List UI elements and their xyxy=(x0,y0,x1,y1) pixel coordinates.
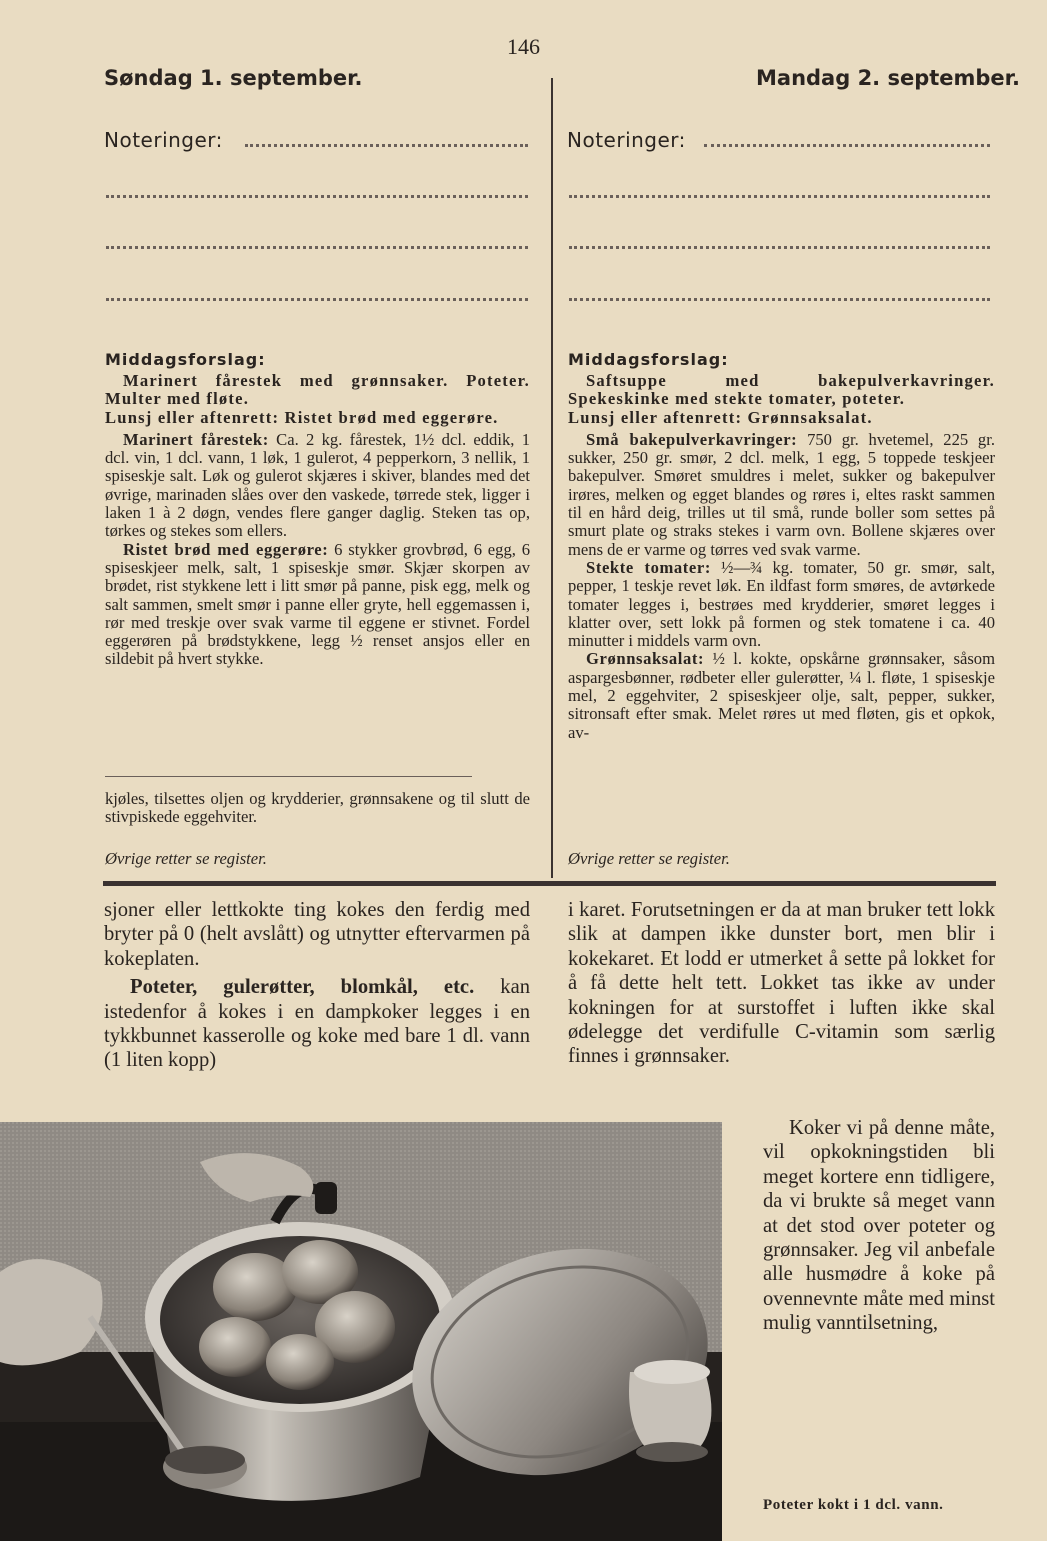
right-recipe-1-text: 750 gr. hvetemel, 225 gr. sukker, 250 gr. smør, 2 dcl. melk, 1 egg, 5 toppede teskjeer bakepulver. Smøret smuldres i melet, sukker og bakepulver irøres, melken og egget blandes og røres i, eltes raskt sammen til en hård deig, trilles ut til små, runde boller som settes på smurt plate og straks stekes i varm ovn. Bollene skjæres over mens de er varme og tørres ved svak varme. xyxy=(568,429,995,559)
left-recipe-2-title: Ristet brød med eggerøre: xyxy=(123,539,329,559)
left-recipe-1-text: Ca. 2 kg. fårestek, 1½ dcl. eddik, 1 dcl. vin, 1 dcl. vann, 1 løk, 1 gulerot, 4 pepperkorn, 3 nellik, 1 spiseskje salt. Løk og gulerot skjæres i skiver, blandes med det øvrige, marinaden slåes over den vaskede, tørrede stek, ligger i laken 1 à 2 døgn, vendes flere ganger daglig. Steken tas op, tørkes og stekes som ellers. xyxy=(105,429,530,541)
left-recipe-2 xyxy=(105,541,530,669)
left-notes-line-1[interactable] xyxy=(245,144,528,147)
right-notes-label: Noteringer: xyxy=(567,128,686,152)
right-other-dishes: Øvrige retter se register. xyxy=(568,849,730,868)
left-day-title: Søndag 1. september. xyxy=(104,66,363,90)
right-recipe-2-title: Stekte tomater: xyxy=(586,557,711,577)
left-recipe-2-text: 6 stykker grovbrød, 6 egg, 6 spiseskjeer melk, salt, 1 spiseskje smør. Skjær skorpen av brødet, rist stykkene lett i litt smør på panne, pisk egg, melk og salt sammen, smelt smør i panne eller gryte, hell eggemassen i, rør med treskje over svak varme til eggene er stivnet. Fordel eggerøren på brødstykkene, legg ½ renset ansjos eller en sildebit på hvert stykke. xyxy=(105,539,530,669)
left-recipes xyxy=(105,372,530,669)
article-left-paragraph-2 xyxy=(104,975,530,1073)
article-right-column xyxy=(568,898,995,1069)
right-recipe-3 xyxy=(568,650,995,741)
right-recipe-2-text: ½—¾ kg. tomater, 50 gr. smør, salt, pepper, 1 teskje revet løk. En ildfast form smøres, de avtørkede tomater legges i, bestrøes med krydderier, smøret legges i klatter over, sett lokk på formen og stek tomatene i ca. 40 minutter i middels varm ovn. xyxy=(568,557,995,651)
right-dinner-label: Middagsforslag: xyxy=(568,350,729,369)
article-left-column xyxy=(104,898,530,1073)
right-recipe-2 xyxy=(568,559,995,650)
right-recipe-1-title: Små bakepulverkavringer: xyxy=(586,429,798,449)
left-dinner-label: Middagsforslag: xyxy=(105,350,266,369)
photo-illustration xyxy=(0,1122,722,1541)
left-notes-line-3[interactable] xyxy=(106,246,528,249)
right-lunch: Lunsj eller aftenrett: Grønnsaksalat. xyxy=(568,407,873,427)
right-day-title: Mandag 2. september. xyxy=(756,66,1021,90)
photo-potatoes-in-pot xyxy=(0,1122,722,1541)
left-notes-line-4[interactable] xyxy=(106,298,528,301)
left-other-dishes: Øvrige retter se register. xyxy=(105,849,267,868)
article-left-bold-lead: Poteter, gulerøtter, blomkål, etc. xyxy=(130,976,475,999)
article-right-paragraph-1: i karet. Forutsetningen er da at man bruker tett lokk slik at dampen ikke dunster bort, men blir i kokekaret. Et lodd er utmerket å sette på lokket for å få dette helt tett. Lokket tas ikke av under kokningen for at surstoffet i luften ikke skal ødelegge det verdifulle C-vitamin som særlig finnes i grønnsaker. xyxy=(568,899,995,1068)
article-right-paragraph-2: Koker vi på denne måte, vil opkokningstiden bli meget kortere enn tidligere, da vi brukte så meget vann at det stod over poteter og grønnsaker. Jeg vil anbefale alle husmødre å koke på ovennevnte måte med minst mulig vanntilsetning, xyxy=(763,1117,995,1335)
right-recipe-1 xyxy=(568,431,995,559)
right-notes-line-4[interactable] xyxy=(569,298,990,301)
column-divider xyxy=(551,78,553,878)
left-recipe-1 xyxy=(105,431,530,541)
right-recipe-3-text: ½ l. kokte, opskårne grønnsaker, såsom aspargesbønner, rødbeter eller gulerøtter, ¼ l. fløte, 1 spiseskje mel, 2 eggehviter, 2 spiseskjeer olje, salt, pepper, sukker, sitronsaft efter smak. Melet røres ut med fløten, gis et opkok, av- xyxy=(568,649,995,742)
left-lunch: Lunsj eller aftenrett: Ristet brød med eggerøre. xyxy=(105,407,499,427)
photo-caption: Poteter kokt i 1 dcl. vann. xyxy=(763,1497,944,1513)
article-right-narrow-column xyxy=(763,1116,995,1336)
left-continuation: kjøles, tilsettes oljen og krydderier, grønnsakene og til slutt de stivpiskede eggehviter. xyxy=(105,789,530,827)
left-notes-label: Noteringer: xyxy=(104,128,223,152)
article-left-paragraph-1: sjoner eller lettkokte ting kokes den ferdig med bryter på 0 (helt avslått) og utnytter eftervarmen på kokeplaten. xyxy=(104,899,530,970)
left-divider-rule xyxy=(105,776,472,777)
right-recipe-3-title: Grønnsaksalat: xyxy=(586,649,705,669)
right-notes-line-1[interactable] xyxy=(704,144,990,147)
right-notes-line-2[interactable] xyxy=(569,195,990,198)
right-recipes xyxy=(568,372,995,742)
left-recipe-1-title: Marinert fårestek: xyxy=(123,429,269,449)
left-notes-line-2[interactable] xyxy=(106,195,528,198)
left-menu: Marinert fårestek med grønnsaker. Poteter. Multer med fløte. xyxy=(105,371,530,409)
page-number: 146 xyxy=(507,34,540,59)
section-divider xyxy=(103,881,996,886)
right-notes-line-3[interactable] xyxy=(569,246,990,249)
right-menu: Saftsuppe med bakepulverkavringer. Spekeskinke med stekte tomater, poteter. xyxy=(568,371,995,409)
article-left-paragraph-2-text: kan istedenfor å kokes i en dampkoker legges i en tykkbunnet kasserolle og koke med bare 1 dl. vann (1 liten kopp) xyxy=(104,976,530,1072)
